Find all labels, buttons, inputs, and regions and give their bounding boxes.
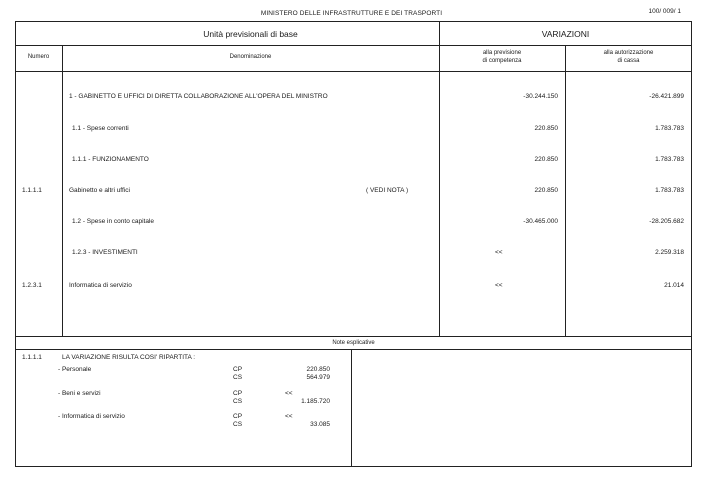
note-item-cp: CP — [233, 366, 243, 373]
row-competence: 220.850 — [534, 156, 558, 163]
col-cash-header-2: di cassa — [617, 58, 640, 64]
row-name: 1.2.3 - INVESTIMENTI — [72, 249, 138, 256]
col-name-header: Denominazione — [229, 54, 272, 60]
note-item-cp: CP — [233, 413, 243, 420]
row-cash: 1.783.783 — [655, 125, 684, 132]
note-item-label: - Informatica di servizio — [58, 413, 125, 420]
notes-title: Note esplicative — [332, 340, 375, 346]
rule-header-2 — [15, 71, 692, 72]
row-cash: 1.783.783 — [655, 187, 684, 194]
row-competence: << — [495, 282, 503, 289]
rule-col-name — [439, 21, 440, 336]
row-cash: -28.205.682 — [649, 218, 684, 225]
row-name: 1.2 - Spese in conto capitale — [72, 218, 155, 225]
notes-number: 1.1.1.1 — [22, 354, 42, 361]
row-competence: << — [495, 249, 503, 256]
row-note-ref: ( VEDI NOTA ) — [366, 187, 409, 194]
row-competence: 220.850 — [534, 187, 558, 194]
group-title: Unità previsionali di base — [203, 29, 298, 39]
note-item-label: - Beni e servizi — [58, 390, 101, 397]
row-cash: 2.259.318 — [655, 249, 684, 256]
row-cash: 21.014 — [664, 282, 684, 289]
table-frame — [15, 21, 692, 467]
row-name: 1.1 - Spese correnti — [72, 125, 129, 132]
col-competence-header-1: alla previsione — [482, 50, 522, 56]
note-item-cs: CS — [233, 398, 243, 405]
row-cash: -26.421.899 — [649, 93, 684, 100]
row-name: 1.1.1 - FUNZIONAMENTO — [72, 156, 149, 163]
row-name: Gabinetto e altri uffici — [69, 187, 130, 194]
row-competence: -30.465.000 — [523, 218, 558, 225]
note-item-cp-value: 220.850 — [306, 366, 330, 373]
row-cash: 1.783.783 — [655, 156, 684, 163]
col-competence-header-2: di competenza — [482, 58, 522, 64]
rule-notes-divider — [351, 349, 352, 467]
ministry-title: MINISTERO DELLE INFRASTRUTTURE E DEI TRASPORTI — [260, 10, 443, 17]
note-item-cs-value: 564.979 — [306, 374, 330, 381]
note-item-label: - Personale — [58, 366, 92, 373]
page-code: 100/ 009/ 1 — [648, 8, 681, 15]
col-number-header: Numero — [27, 54, 50, 60]
note-item-cp-value: << — [285, 390, 293, 397]
note-item-cs: CS — [233, 374, 243, 381]
col-cash-header-1: alla autorizzazione — [603, 50, 654, 56]
variations-title: VARIAZIONI — [541, 29, 590, 39]
note-item-cs-value: 33.085 — [310, 421, 330, 428]
rule-notes-top — [15, 336, 692, 337]
rule-header-1 — [15, 45, 692, 46]
row-number: 1.1.1.1 — [22, 187, 42, 194]
note-item-cs: CS — [233, 421, 243, 428]
row-competence: 220.850 — [534, 125, 558, 132]
row-number: 1.2.3.1 — [22, 282, 42, 289]
row-name: 1 - GABINETTO E UFFICI DI DIRETTA COLLABORAZIONE ALL'OPERA DEL MINISTRO — [69, 93, 328, 100]
row-competence: -30.244.150 — [523, 93, 558, 100]
note-item-cs-value: 1.185.720 — [301, 398, 330, 405]
row-name: Informatica di servizio — [69, 282, 132, 289]
note-item-cp: CP — [233, 390, 243, 397]
note-item-cp-value: << — [285, 413, 293, 420]
notes-intro: LA VARIAZIONE RISULTA COSI' RIPARTITA : — [62, 354, 196, 361]
rule-notes-title — [15, 349, 692, 350]
rule-col-number — [62, 45, 63, 336]
